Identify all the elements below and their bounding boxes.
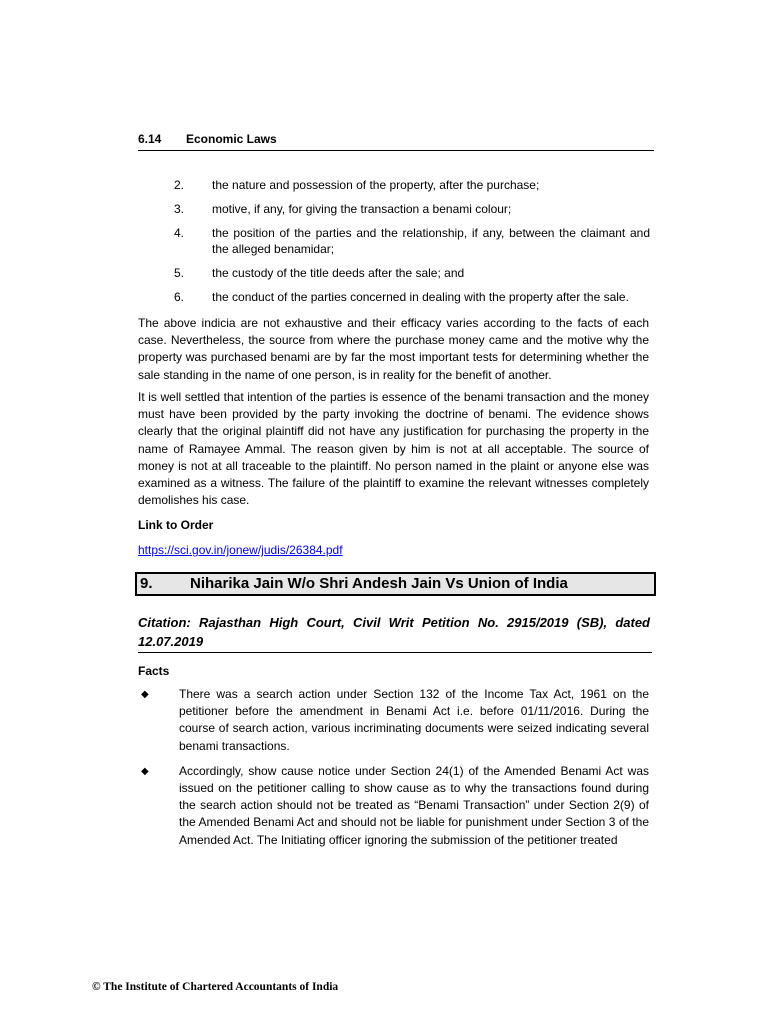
list-item-number: 6. [174, 290, 185, 304]
case-heading [135, 572, 656, 596]
list-item [138, 265, 650, 281]
list-item [138, 201, 650, 217]
fact-text: There was a search action under Section 132 of the Income Tax Act, 1961 on the petitioner before the amendment in Benami Act i.e. before 01/11/2016. During the course of search action, various incriminating documents were seized indicating several benami transactions. [179, 687, 649, 753]
case-title: Niharika Jain W/o Shri Andesh Jain Vs Union of India [190, 575, 568, 592]
diamond-bullet-icon: ◆ [141, 765, 149, 777]
list-item-number: 2. [174, 178, 185, 192]
paragraph-indicia: The above indicia are not exhaustive and their efficacy varies according to the facts of each case. Nevertheless, the source from where the purchase money came and the motive why the property was purchased benami are by far the most important tests for determining whether the sale standing in the name of one person, is in reality for the benefit of another. [138, 316, 649, 382]
chapter-title: Economic Laws [186, 132, 277, 146]
page-header [138, 132, 654, 151]
page-footer: © The Institute of Chartered Accountants of India [92, 981, 339, 993]
list-item-number: 4. [174, 226, 185, 240]
criteria-list [138, 177, 650, 313]
list-item [138, 763, 649, 849]
order-link[interactable]: https://sci.gov.in/jonew/judis/26384.pdf [138, 543, 343, 557]
facts-list [138, 686, 649, 857]
list-item-text: the position of the parties and the relationship, if any, between the claimant and the alleged benamidar; [212, 226, 650, 256]
list-item [138, 289, 650, 305]
list-item [138, 225, 650, 257]
link-section-label: Link to Order [138, 518, 214, 532]
citation-divider [138, 652, 652, 653]
list-item-number: 3. [174, 202, 185, 216]
facts-label: Facts [138, 664, 170, 678]
list-item-text: the nature and possession of the property, after the purchase; [212, 178, 540, 192]
list-item-text: motive, if any, for giving the transaction a benami colour; [212, 202, 512, 216]
list-item-number: 5. [174, 266, 185, 280]
page-number: 6.14 [138, 132, 162, 146]
paragraph-intention: It is well settled that intention of the parties is essence of the benami transaction and the money must have been provided by the party invoking the doctrine of benami. The evidence shows clearly that the original plaintiff did not have any justification for purchasing the property in the name of Ramayee Ammal. The reason given by him is not at all acceptable. The source of money is not at all traceable to the plaintiff. No person named in the plaint or anyone else was examined as a witness. The failure of the plaintiff to examine the relevant witnesses completely demolishes his case. [138, 390, 649, 508]
list-item-text: the conduct of the parties concerned in dealing with the property after the sale. [212, 290, 629, 304]
list-item [138, 177, 650, 193]
case-number: 9. [140, 575, 153, 592]
list-item [138, 686, 649, 755]
case-citation: Citation: Rajasthan High Court, Civil Writ Petition No. 2915/2019 (SB), dated 12.07.2019 [138, 615, 650, 649]
list-item-text: the custody of the title deeds after the sale; and [212, 266, 465, 280]
fact-text: Accordingly, show cause notice under Section 24(1) of the Amended Benami Act was issued on the petitioner calling to show cause as to why the transactions found during the search action should not be treated as “Benami Transaction” under Section 2(9) of the Amended Benami Act and should not be liable for punishment under Section 3 of the Amended Act. The Initiating officer ignoring the submission of the petitioner treated [179, 763, 649, 847]
diamond-bullet-icon: ◆ [141, 689, 149, 700]
